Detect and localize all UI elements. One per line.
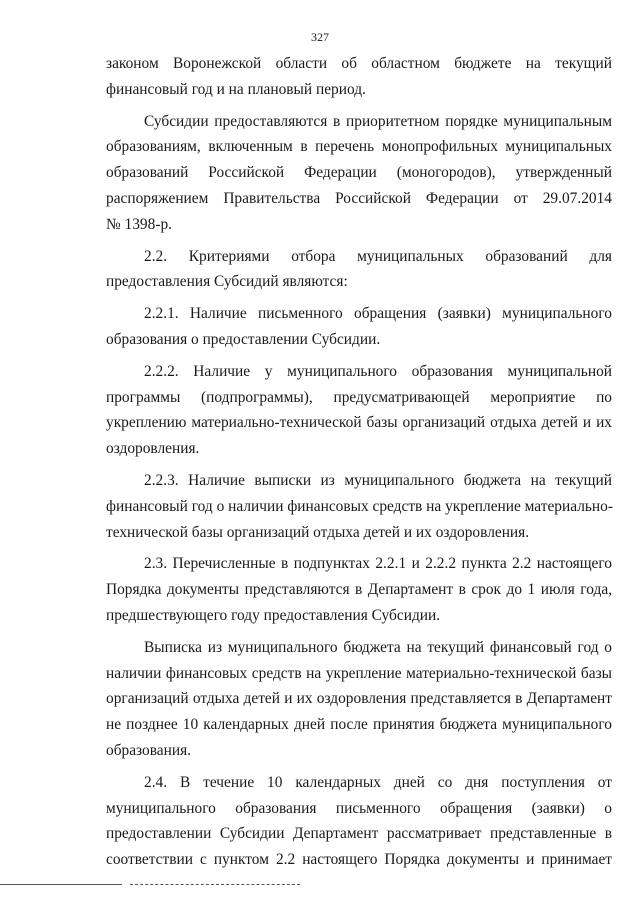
text-line: финансовый год и на плановый период. (106, 80, 366, 98)
text-line: образований Российской Федерации (моногородов), утвержденный (106, 164, 612, 182)
paragraph-2-2-2 (106, 359, 612, 462)
text-line: № 1398-р. (106, 215, 172, 233)
text-line: оздоровления. (106, 440, 200, 458)
text-line: образованиям, включенным в перечень монопрофильных муниципальных (106, 138, 612, 156)
paragraph-2-2-3 (106, 468, 612, 545)
text-line: Выписка из муниципального бюджета на текущий финансовый год о (144, 638, 612, 656)
page-number: 327 (311, 30, 329, 44)
text-line: 2.2.1. Наличие письменного обращения (заявки) муниципального (144, 305, 612, 323)
paragraph-2-2-1 (106, 301, 612, 353)
paragraph-2-3 (106, 551, 612, 628)
text-line: не позднее 10 календарных дней после принятия бюджета муниципального (106, 716, 612, 734)
paragraph-2-2-criteria (106, 244, 612, 296)
text-line: муниципального образования письменного обращения (заявки) о (106, 799, 612, 817)
footer-divider (130, 884, 300, 885)
text-line: организаций отдыха детей и их оздоровления представляется в Департамент (106, 690, 612, 708)
text-line: распоряжением Правительства Российской Федерации от 29.07.2014 (106, 189, 612, 207)
paragraph-subsidy-priority (106, 109, 612, 238)
text-line: законом Воронежской области об областном бюджете на текущий (106, 55, 612, 72)
text-line: 2.2.2. Наличие у муниципального образования муниципальной (144, 362, 612, 380)
text-line: 2.3. Перечисленные в подпунктах 2.2.1 и 2.2.2 пункта 2.2 настоящего (144, 555, 612, 573)
text-line: финансовый год о наличии финансовых средств на укрепление материально- (106, 497, 613, 515)
text-line: образования. (106, 741, 192, 759)
text-line: укреплению материально-технической базы организаций отдыха детей и их (106, 414, 612, 432)
text-line: образования о предоставлении Субсидии. (106, 330, 381, 348)
paragraph-budget-law-continuation (106, 51, 612, 103)
text-line: соответствии с пунктом 2.2 настоящего Порядка документы и принимает (106, 851, 612, 869)
document-body (106, 51, 612, 873)
footer-divider (0, 884, 122, 885)
text-line: Порядка документы представляются в Департамент в срок до 1 июля года, (106, 581, 612, 599)
text-line: 2.4. В течение 10 календарных дней со дня поступления от (144, 773, 612, 791)
paragraph-budget-extract (106, 635, 612, 764)
text-line: технической базы организаций отдыха детей и их оздоровления. (106, 523, 530, 541)
text-line: 2.2. Критериями отбора муниципальных образований для (144, 247, 612, 265)
text-line: предшествующего году предоставления Субсидии. (106, 606, 441, 624)
text-line: программы (подпрограммы), предусматривающей мероприятие по (106, 388, 612, 406)
text-line: предоставления Субсидий являются: (106, 273, 348, 291)
paragraph-2-4 (106, 770, 612, 873)
text-line: наличии финансовых средств на укрепление материально-технической базы (106, 664, 612, 682)
text-line: Субсидии предоставляются в приоритетном порядке муниципальным (144, 112, 612, 130)
text-line: предоставлении Субсидии Департамент рассматривает представленные в (106, 825, 612, 843)
text-line: 2.2.3. Наличие выписки из муниципального бюджета на текущий (144, 471, 612, 489)
